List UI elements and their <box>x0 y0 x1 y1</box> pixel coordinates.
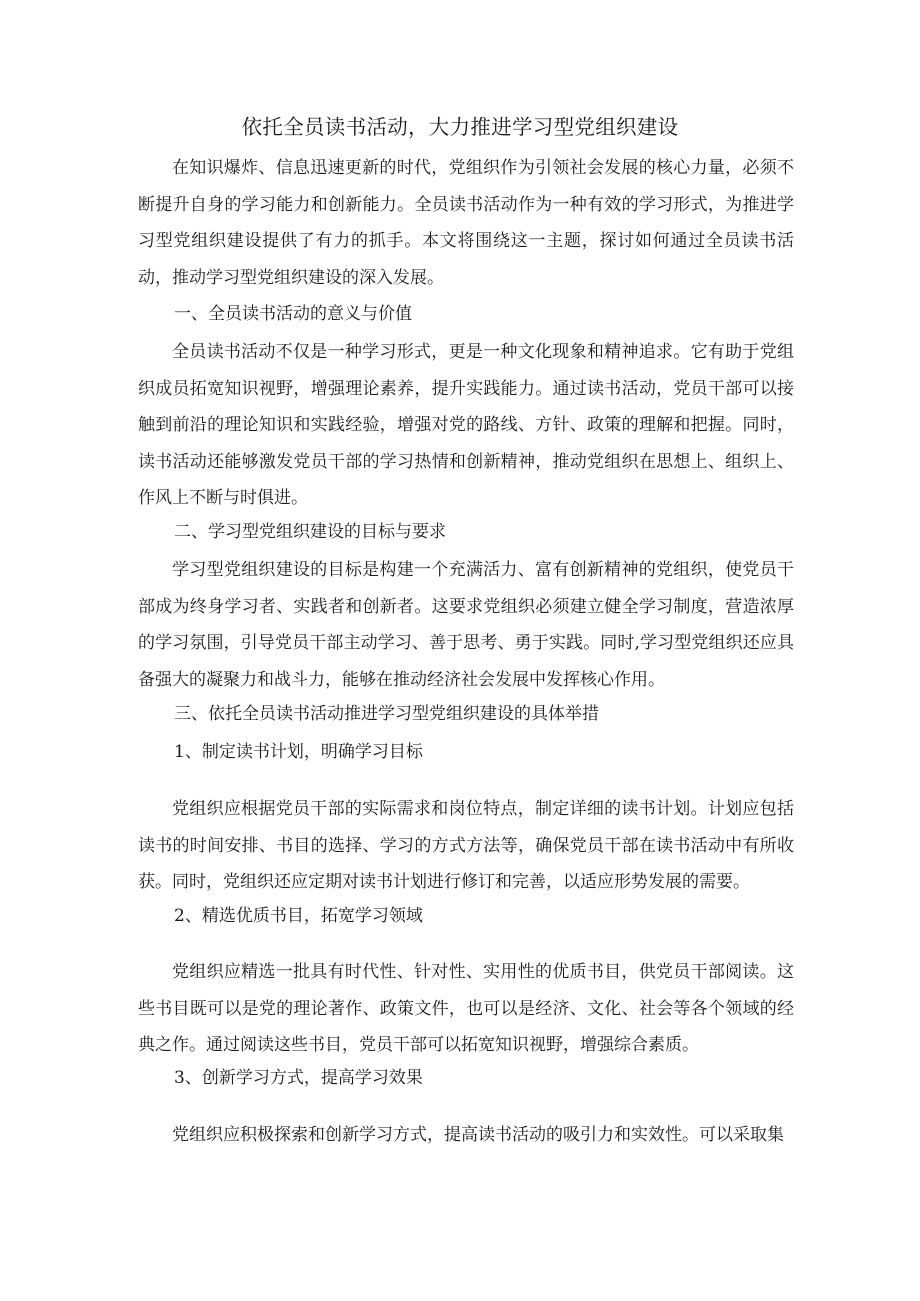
document-title: 依托全员读书活动，大力推进学习型党组织建设 <box>241 115 679 139</box>
section-2-paragraph: 学习型党组织建设的目标是构建一个充满活力、富有创新精神的党组织，使党员干部成为终身学习者、实践者和创新者。这要求党组织必须建立健全学习制度，营造浓厚的学习氛围，引导党员干部主动学习、善于思考、勇于实践。同时,学习型党组织还应具备强大的凝聚力和战斗力，能够在推动经济社会发展中发挥核心作用。 <box>138 560 794 690</box>
item-1-heading: 1、制定读书计划，明确学习目标 <box>174 742 423 762</box>
item-2-paragraph: 党组织应精选一批具有时代性、针对性、实用性的优质书目，供党员干部阅读。这些书目既可以是党的理论著作、政策文件，也可以是经济、文化、社会等各个领域的经典之作。通过阅读这些书目，党员干部可以拓宽知识视野，增强综合素质。 <box>138 962 794 1055</box>
intro-paragraph: 在知识爆炸、信息迅速更新的时代，党组织作为引领社会发展的核心力量，必须不断提升自身的学习能力和创新能力。全员读书活动作为一种有效的学习形式，为推进学习型党组织建设提供了有力的抓手。本文将围绕这一主题，探讨如何通过全员读书活动，推动学习型党组织建设的深入发展。 <box>138 158 794 288</box>
section-2-heading: 二、学习型党组织建设的目标与要求 <box>174 522 446 542</box>
item-2-heading: 2、精选优质书目，拓宽学习领域 <box>174 906 423 926</box>
section-1-paragraph: 全员读书活动不仅是一种学习形式，更是一种文化现象和精神追求。它有助于党组织成员拓宽知识视野，增强理论素养，提升实践能力。通过读书活动，党员干部可以接触到前沿的理论知识和实践经验，增强对党的路线、方针、政策的理解和把握。同时，读书活动还能够激发党员干部的学习热情和创新精神，推动党组织在思想上、组织上、作风上不断与时俱进。 <box>138 342 794 508</box>
item-1-paragraph: 党组织应根据党员干部的实际需求和岗位特点，制定详细的读书计划。计划应包括读书的时间安排、书目的选择、学习的方式方法等，确保党员干部在读书活动中有所收获。同时，党组织还应定期对读书计划进行修订和完善，以适应形势发展的需要。 <box>138 799 794 892</box>
item-3-heading: 3、创新学习方式，提高学习效果 <box>174 1068 423 1088</box>
item-3-paragraph: 党组织应积极探索和创新学习方式，提高读书活动的吸引力和实效性。可以采取集 <box>172 1125 784 1145</box>
section-3-heading: 三、依托全员读书活动推进学习型党组织建设的具体举措 <box>174 704 599 724</box>
section-1-heading: 一、全员读书活动的意义与价值 <box>174 304 412 324</box>
